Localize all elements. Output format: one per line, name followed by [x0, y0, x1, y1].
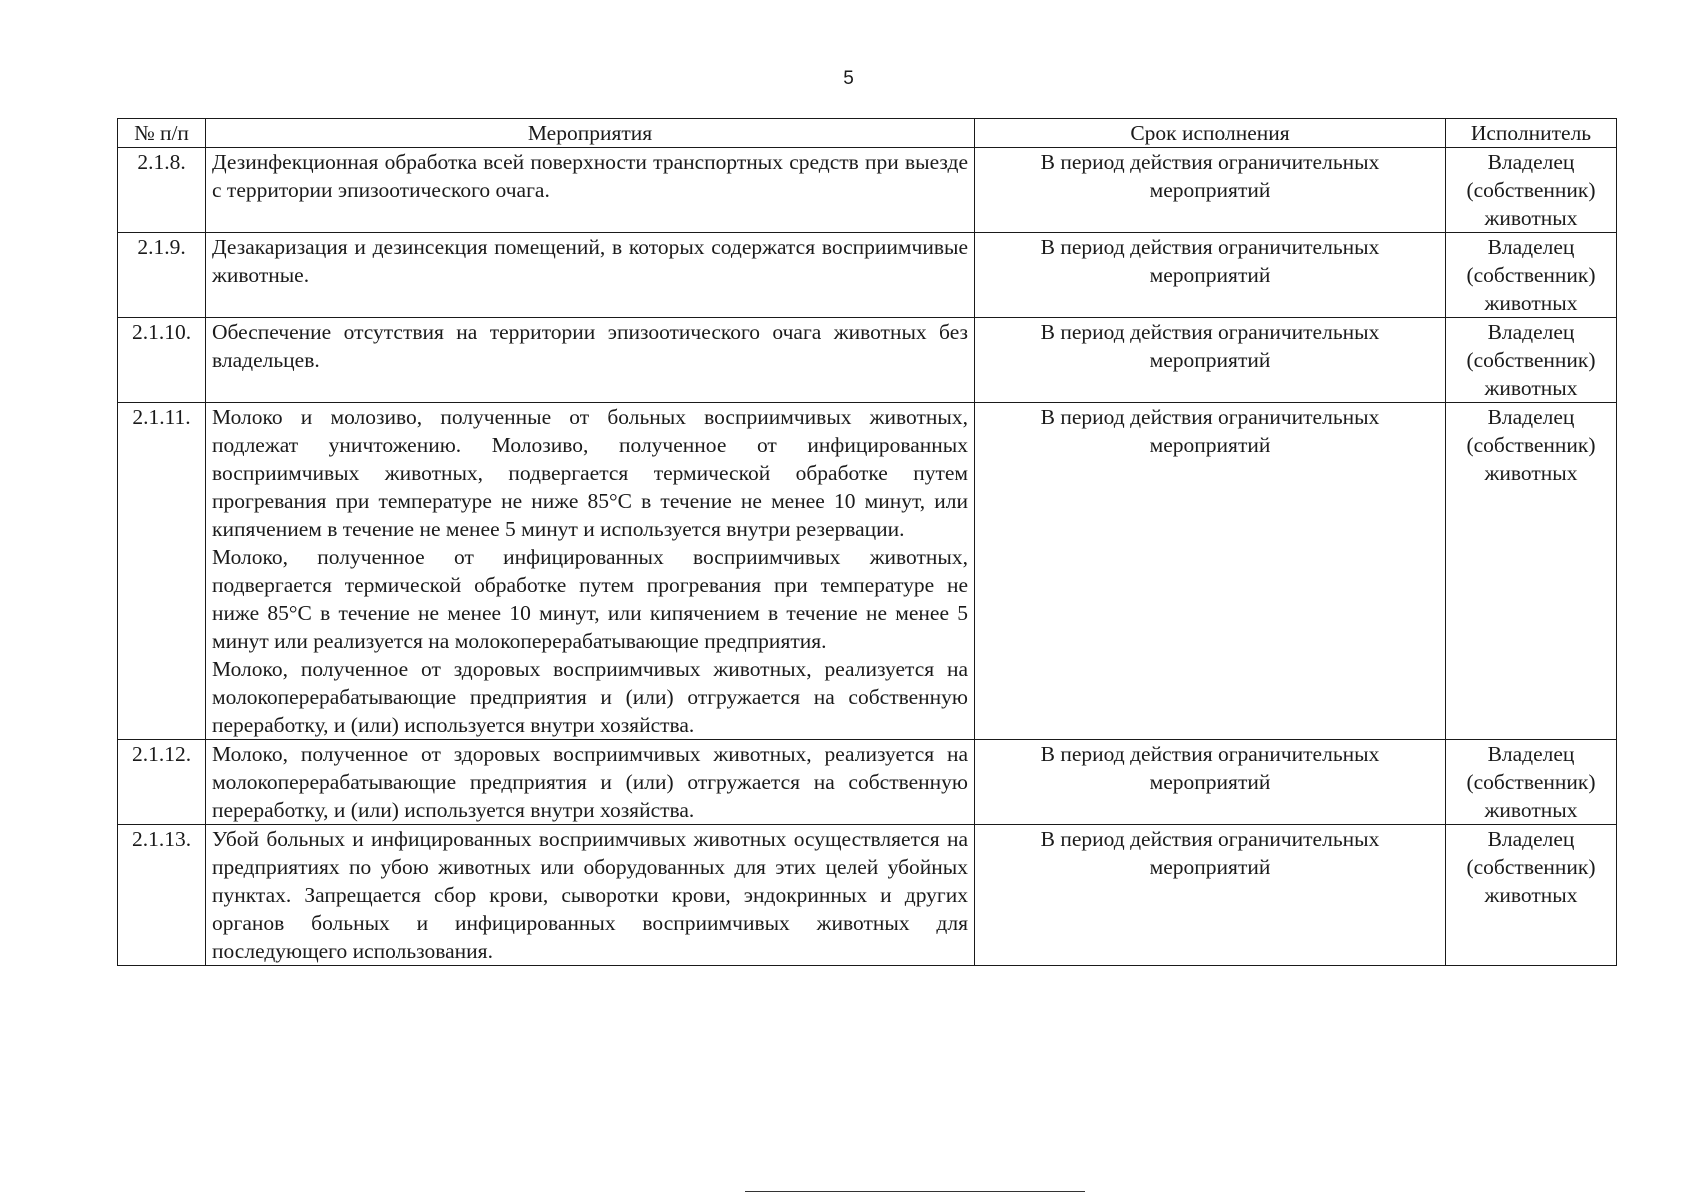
table-row	[118, 740, 1617, 825]
row-measure	[206, 740, 975, 825]
page-number: 5	[843, 68, 854, 89]
table-row	[118, 148, 1617, 233]
row-measure	[206, 233, 975, 318]
measure-paragraph: Молоко, полученное от здоровых восприимчивых животных, реализуется на молокоперерабатывающие предприятия и (или) отгружается на собственную переработку, и (или) используется внутри хозяйства.	[212, 742, 968, 822]
header-number: № п/п	[118, 119, 206, 148]
row-term: В период действия ограничительных мероприятий	[975, 740, 1446, 825]
row-executor: Владелец (собственник) животных	[1446, 318, 1617, 403]
row-executor: Владелец (собственник) животных	[1446, 403, 1617, 740]
header-executor: Исполнитель	[1446, 119, 1617, 148]
row-number: 2.1.12.	[118, 740, 206, 825]
row-executor: Владелец (собственник) животных	[1446, 825, 1617, 966]
row-measure	[206, 318, 975, 403]
header-measures: Мероприятия	[206, 119, 975, 148]
row-measure	[206, 403, 975, 740]
measure-paragraph: Молоко и молозиво, полученные от больных восприимчивых животных, подлежат уничтожению. Молозиво, полученное от инфицированных восприимчивых животных, подвергается термической обработке путем прогревания при температуре не ниже 85°С в течение не менее 10 минут, или кипячением в течение не менее 5 минут и используется внутри резервации.	[212, 405, 968, 541]
header-row	[118, 119, 1617, 148]
table-row	[118, 318, 1617, 403]
measure-paragraph: Дезинфекционная обработка всей поверхности транспортных средств при выезде с территории эпизоотического очага.	[212, 150, 968, 202]
measure-paragraph: Молоко, полученное от здоровых восприимчивых животных, реализуется на молокоперерабатывающие предприятия и (или) отгружается на собственную переработку, и (или) используется внутри хозяйства.	[212, 657, 968, 737]
row-number: 2.1.8.	[118, 148, 206, 233]
table-body	[118, 148, 1617, 966]
table-header	[118, 119, 1617, 148]
measure-paragraph: Молоко, полученное от инфицированных восприимчивых животных, подвергается термической обработке путем прогревания при температуре не ниже 85°С в течение не менее 10 минут, или кипячением в течение не менее 5 минут или реализуется на молокоперерабатывающие предприятия.	[212, 545, 968, 653]
row-number: 2.1.9.	[118, 233, 206, 318]
row-measure	[206, 148, 975, 233]
bottom-rule	[745, 1191, 1085, 1192]
row-executor: Владелец (собственник) животных	[1446, 740, 1617, 825]
row-executor: Владелец (собственник) животных	[1446, 233, 1617, 318]
row-term: В период действия ограничительных мероприятий	[975, 148, 1446, 233]
row-measure	[206, 825, 975, 966]
row-number: 2.1.10.	[118, 318, 206, 403]
measure-paragraph: Дезакаризация и дезинсекция помещений, в которых содержатся восприимчивые животные.	[212, 235, 968, 287]
row-term: В период действия ограничительных мероприятий	[975, 403, 1446, 740]
table-row	[118, 233, 1617, 318]
table-row	[118, 825, 1617, 966]
measure-paragraph: Обеспечение отсутствия на территории эпизоотического очага животных без владельцев.	[212, 320, 968, 372]
row-number: 2.1.13.	[118, 825, 206, 966]
row-number: 2.1.11.	[118, 403, 206, 740]
measures-table	[117, 118, 1617, 966]
row-term: В период действия ограничительных мероприятий	[975, 318, 1446, 403]
measure-paragraph: Убой больных и инфицированных восприимчивых животных осуществляется на предприятиях по убою животных или оборудованных для этих целей убойных пунктах. Запрещается сбор крови, сыворотки крови, эндокринных и других органов больных и инфицированных восприимчивых животных для последующего использования.	[212, 827, 968, 963]
row-term: В период действия ограничительных мероприятий	[975, 825, 1446, 966]
row-executor: Владелец (собственник) животных	[1446, 148, 1617, 233]
row-term: В период действия ограничительных мероприятий	[975, 233, 1446, 318]
table-row	[118, 403, 1617, 740]
header-term: Срок исполнения	[975, 119, 1446, 148]
